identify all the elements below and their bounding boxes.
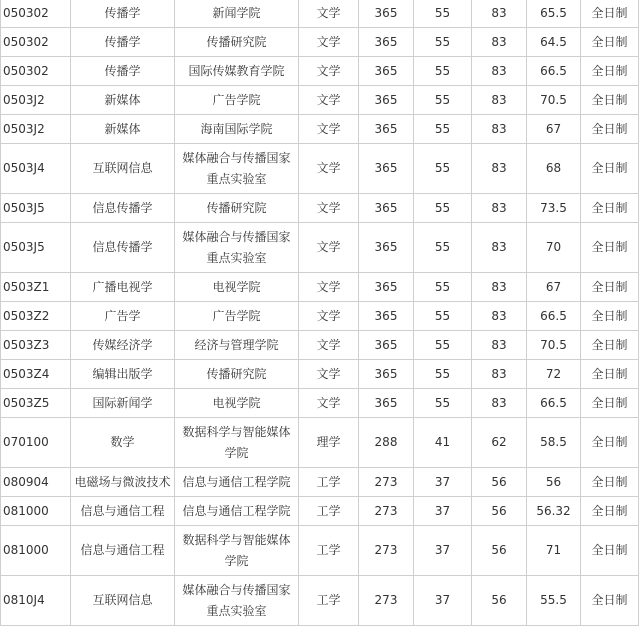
subject-score-2-cell: 56 <box>472 497 527 526</box>
total-score-cell: 273 <box>359 576 414 626</box>
discipline-category-cell: 文学 <box>299 194 359 223</box>
total-score-cell: 273 <box>359 526 414 576</box>
study-mode-cell: 全日制 <box>581 360 639 389</box>
subject-score-2-cell: 83 <box>472 144 527 194</box>
major-name-cell: 数学 <box>71 418 175 468</box>
average-score-cell: 72 <box>527 360 581 389</box>
table-row <box>1 418 639 468</box>
subject-score-1-cell: 41 <box>414 418 472 468</box>
subject-score-2-cell: 56 <box>472 576 527 626</box>
total-score-cell: 365 <box>359 57 414 86</box>
average-score-cell: 67 <box>527 273 581 302</box>
average-score-cell: 66.5 <box>527 389 581 418</box>
total-score-cell: 365 <box>359 331 414 360</box>
table-row <box>1 331 639 360</box>
major-name-cell: 信息传播学 <box>71 194 175 223</box>
study-mode-cell: 全日制 <box>581 576 639 626</box>
table-row <box>1 273 639 302</box>
average-score-cell: 70 <box>527 223 581 273</box>
table-row <box>1 223 639 273</box>
major-name-cell: 传播学 <box>71 0 175 28</box>
average-score-cell: 64.5 <box>527 28 581 57</box>
program-code-cell: 050302 <box>1 57 71 86</box>
study-mode-cell: 全日制 <box>581 223 639 273</box>
total-score-cell: 365 <box>359 144 414 194</box>
program-code-cell: 0503Z3 <box>1 331 71 360</box>
discipline-category-cell: 文学 <box>299 302 359 331</box>
subject-score-2-cell: 83 <box>472 194 527 223</box>
discipline-category-cell: 工学 <box>299 497 359 526</box>
study-mode-cell: 全日制 <box>581 526 639 576</box>
table-row <box>1 526 639 576</box>
subject-score-1-cell: 55 <box>414 223 472 273</box>
program-code-cell: 0503J2 <box>1 115 71 144</box>
subject-score-2-cell: 83 <box>472 57 527 86</box>
study-mode-cell: 全日制 <box>581 144 639 194</box>
subject-score-2-cell: 83 <box>472 28 527 57</box>
table-row <box>1 389 639 418</box>
study-mode-cell: 全日制 <box>581 418 639 468</box>
discipline-category-cell: 文学 <box>299 223 359 273</box>
study-mode-cell: 全日制 <box>581 194 639 223</box>
discipline-category-cell: 文学 <box>299 389 359 418</box>
total-score-cell: 365 <box>359 389 414 418</box>
subject-score-2-cell: 83 <box>472 331 527 360</box>
discipline-category-cell: 理学 <box>299 418 359 468</box>
program-code-cell: 081000 <box>1 497 71 526</box>
subject-score-2-cell: 83 <box>472 86 527 115</box>
major-name-cell: 新媒体 <box>71 86 175 115</box>
discipline-category-cell: 文学 <box>299 0 359 28</box>
program-code-cell: 0503J5 <box>1 223 71 273</box>
school-name-cell: 媒体融合与传播国家重点实验室 <box>175 223 299 273</box>
school-name-cell: 经济与管理学院 <box>175 331 299 360</box>
table-body <box>1 0 639 626</box>
subject-score-1-cell: 55 <box>414 28 472 57</box>
table-row <box>1 28 639 57</box>
discipline-category-cell: 文学 <box>299 273 359 302</box>
total-score-cell: 365 <box>359 0 414 28</box>
school-name-cell: 数据科学与智能媒体学院 <box>175 526 299 576</box>
average-score-cell: 55.5 <box>527 576 581 626</box>
study-mode-cell: 全日制 <box>581 0 639 28</box>
study-mode-cell: 全日制 <box>581 389 639 418</box>
average-score-cell: 65.5 <box>527 0 581 28</box>
discipline-category-cell: 工学 <box>299 526 359 576</box>
discipline-category-cell: 文学 <box>299 144 359 194</box>
subject-score-2-cell: 56 <box>472 468 527 497</box>
major-name-cell: 传播学 <box>71 28 175 57</box>
table-row <box>1 0 639 28</box>
subject-score-1-cell: 55 <box>414 194 472 223</box>
average-score-cell: 66.5 <box>527 57 581 86</box>
subject-score-1-cell: 55 <box>414 0 472 28</box>
study-mode-cell: 全日制 <box>581 86 639 115</box>
discipline-category-cell: 工学 <box>299 576 359 626</box>
major-name-cell: 互联网信息 <box>71 144 175 194</box>
program-code-cell: 0503Z2 <box>1 302 71 331</box>
subject-score-2-cell: 56 <box>472 526 527 576</box>
program-code-cell: 050302 <box>1 0 71 28</box>
table-row <box>1 360 639 389</box>
table-row <box>1 497 639 526</box>
discipline-category-cell: 文学 <box>299 86 359 115</box>
subject-score-1-cell: 55 <box>414 360 472 389</box>
discipline-category-cell: 文学 <box>299 360 359 389</box>
major-name-cell: 广播电视学 <box>71 273 175 302</box>
study-mode-cell: 全日制 <box>581 468 639 497</box>
subject-score-1-cell: 55 <box>414 302 472 331</box>
subject-score-1-cell: 37 <box>414 468 472 497</box>
program-code-cell: 0503J5 <box>1 194 71 223</box>
school-name-cell: 电视学院 <box>175 389 299 418</box>
program-code-cell: 080904 <box>1 468 71 497</box>
table-row <box>1 115 639 144</box>
discipline-category-cell: 文学 <box>299 28 359 57</box>
school-name-cell: 广告学院 <box>175 302 299 331</box>
subject-score-2-cell: 62 <box>472 418 527 468</box>
study-mode-cell: 全日制 <box>581 331 639 360</box>
average-score-cell: 71 <box>527 526 581 576</box>
major-name-cell: 广告学 <box>71 302 175 331</box>
total-score-cell: 273 <box>359 497 414 526</box>
discipline-category-cell: 文学 <box>299 331 359 360</box>
school-name-cell: 信息与通信工程学院 <box>175 497 299 526</box>
school-name-cell: 传播研究院 <box>175 360 299 389</box>
total-score-cell: 365 <box>359 115 414 144</box>
subject-score-1-cell: 55 <box>414 389 472 418</box>
major-name-cell: 互联网信息 <box>71 576 175 626</box>
school-name-cell: 媒体融合与传播国家重点实验室 <box>175 144 299 194</box>
major-name-cell: 信息与通信工程 <box>71 497 175 526</box>
study-mode-cell: 全日制 <box>581 273 639 302</box>
total-score-cell: 365 <box>359 86 414 115</box>
major-name-cell: 信息与通信工程 <box>71 526 175 576</box>
study-mode-cell: 全日制 <box>581 28 639 57</box>
subject-score-1-cell: 37 <box>414 526 472 576</box>
table-row <box>1 302 639 331</box>
subject-score-1-cell: 55 <box>414 144 472 194</box>
major-name-cell: 传媒经济学 <box>71 331 175 360</box>
average-score-cell: 56.32 <box>527 497 581 526</box>
total-score-cell: 288 <box>359 418 414 468</box>
major-name-cell: 传播学 <box>71 57 175 86</box>
table-row <box>1 57 639 86</box>
school-name-cell: 海南国际学院 <box>175 115 299 144</box>
subject-score-1-cell: 55 <box>414 273 472 302</box>
table-row <box>1 144 639 194</box>
program-code-cell: 0503Z1 <box>1 273 71 302</box>
subject-score-2-cell: 83 <box>472 223 527 273</box>
total-score-cell: 365 <box>359 273 414 302</box>
study-mode-cell: 全日制 <box>581 497 639 526</box>
program-code-cell: 0503J4 <box>1 144 71 194</box>
major-name-cell: 电磁场与微波技术 <box>71 468 175 497</box>
subject-score-2-cell: 83 <box>472 115 527 144</box>
program-code-cell: 081000 <box>1 526 71 576</box>
average-score-cell: 67 <box>527 115 581 144</box>
major-name-cell: 编辑出版学 <box>71 360 175 389</box>
school-name-cell: 传播研究院 <box>175 28 299 57</box>
average-score-cell: 70.5 <box>527 331 581 360</box>
program-code-cell: 070100 <box>1 418 71 468</box>
program-code-cell: 050302 <box>1 28 71 57</box>
school-name-cell: 广告学院 <box>175 86 299 115</box>
discipline-category-cell: 文学 <box>299 57 359 86</box>
subject-score-2-cell: 83 <box>472 0 527 28</box>
subject-score-2-cell: 83 <box>472 302 527 331</box>
program-code-cell: 0503Z4 <box>1 360 71 389</box>
average-score-cell: 66.5 <box>527 302 581 331</box>
program-code-cell: 0810J4 <box>1 576 71 626</box>
table-row <box>1 576 639 626</box>
school-name-cell: 电视学院 <box>175 273 299 302</box>
school-name-cell: 传播研究院 <box>175 194 299 223</box>
major-name-cell: 国际新闻学 <box>71 389 175 418</box>
program-code-cell: 0503J2 <box>1 86 71 115</box>
average-score-cell: 58.5 <box>527 418 581 468</box>
total-score-cell: 365 <box>359 28 414 57</box>
subject-score-1-cell: 55 <box>414 86 472 115</box>
subject-score-1-cell: 55 <box>414 331 472 360</box>
average-score-cell: 68 <box>527 144 581 194</box>
school-name-cell: 数据科学与智能媒体学院 <box>175 418 299 468</box>
subject-score-1-cell: 55 <box>414 115 472 144</box>
average-score-cell: 73.5 <box>527 194 581 223</box>
study-mode-cell: 全日制 <box>581 302 639 331</box>
major-name-cell: 信息传播学 <box>71 223 175 273</box>
table-row <box>1 194 639 223</box>
total-score-cell: 365 <box>359 194 414 223</box>
program-code-cell: 0503Z5 <box>1 389 71 418</box>
average-score-cell: 56 <box>527 468 581 497</box>
subject-score-1-cell: 37 <box>414 576 472 626</box>
total-score-cell: 273 <box>359 468 414 497</box>
total-score-cell: 365 <box>359 223 414 273</box>
subject-score-1-cell: 55 <box>414 57 472 86</box>
discipline-category-cell: 文学 <box>299 115 359 144</box>
school-name-cell: 媒体融合与传播国家重点实验室 <box>175 576 299 626</box>
subject-score-1-cell: 37 <box>414 497 472 526</box>
subject-score-2-cell: 83 <box>472 360 527 389</box>
study-mode-cell: 全日制 <box>581 57 639 86</box>
subject-score-2-cell: 83 <box>472 273 527 302</box>
table-row <box>1 86 639 115</box>
subject-score-2-cell: 83 <box>472 389 527 418</box>
table-row <box>1 468 639 497</box>
discipline-category-cell: 工学 <box>299 468 359 497</box>
total-score-cell: 365 <box>359 360 414 389</box>
major-name-cell: 新媒体 <box>71 115 175 144</box>
school-name-cell: 新闻学院 <box>175 0 299 28</box>
average-score-cell: 70.5 <box>527 86 581 115</box>
total-score-cell: 365 <box>359 302 414 331</box>
school-name-cell: 信息与通信工程学院 <box>175 468 299 497</box>
study-mode-cell: 全日制 <box>581 115 639 144</box>
school-name-cell: 国际传媒教育学院 <box>175 57 299 86</box>
